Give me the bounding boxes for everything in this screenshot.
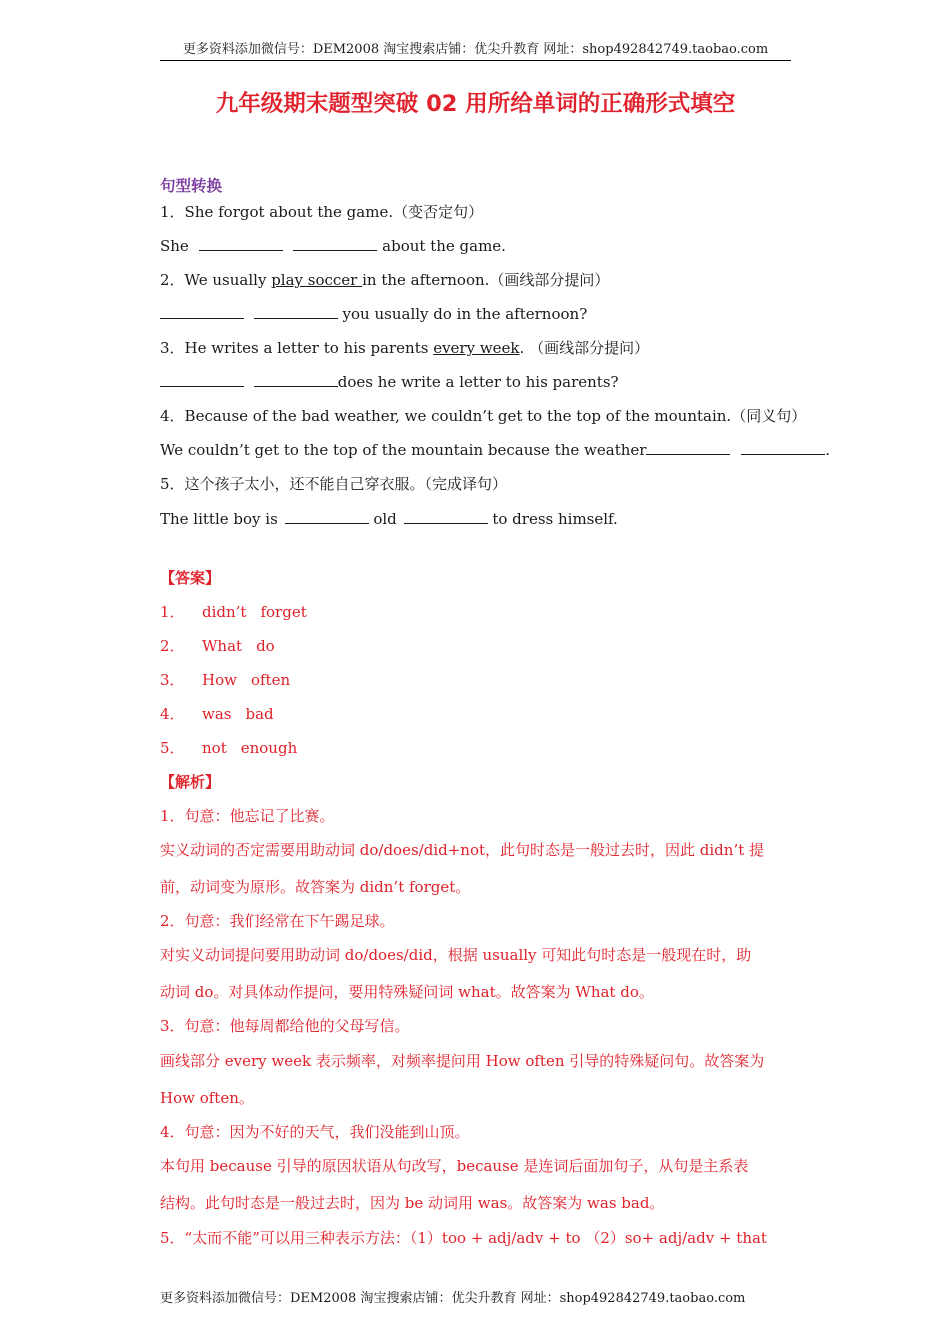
page-header: 更多资料添加微信号：DEM2008 淘宝搜索店铺：优尖升教育 网址：shop492842749.taobao.com — [160, 38, 791, 61]
q5-line-mid: old — [373, 510, 397, 528]
question-2-answer-line — [160, 304, 587, 324]
answer-number: 5． — [160, 739, 185, 757]
question-1-answer-line — [160, 236, 506, 256]
q5-line-start: The little boy is — [160, 510, 278, 528]
question-5-answer-line — [160, 509, 618, 529]
page-footer: 更多资料添加微信号：DEM2008 淘宝搜索店铺：优尖升教育 网址：shop492842749.taobao.com — [160, 1291, 746, 1306]
answer-word: do — [256, 637, 275, 655]
question-4: 4．Because of the bad weather, we couldn’t get to the top of the mountain.（同义句） — [160, 407, 807, 425]
analysis-2-line: 对实义动词提问要用助动词 do/does/did，根据 usually 可知此句时态是一般现在时，助 — [160, 946, 752, 964]
analysis-2-line: 动词 do。对具体动作提问，要用特殊疑问词 what。故答案为 What do。 — [160, 983, 654, 1001]
q2-underlined: play soccer — [271, 271, 363, 289]
answer-word: was — [202, 705, 232, 723]
answer-word: bad — [245, 705, 274, 723]
analysis-3-title: 3．句意：他每周都给他的父母写信。 — [160, 1017, 410, 1035]
answer-item — [160, 602, 307, 622]
blank — [160, 304, 244, 319]
q1-line-end: about the game. — [382, 237, 506, 255]
answer-word: forget — [260, 603, 307, 621]
analysis-2-title: 2．句意：我们经常在下午踢足球。 — [160, 912, 395, 930]
q1-line-start: She — [160, 237, 189, 255]
analysis-4-line: 结构。此句时态是一般过去时，因为 be 动词用 was。故答案为 was bad。 — [160, 1194, 665, 1212]
answer-item — [160, 670, 290, 690]
analysis-3-line: 画线部分 every week 表示频率，对频率提问用 How often 引导的特殊疑问句。故答案为 — [160, 1052, 765, 1070]
blank — [254, 372, 338, 387]
answer-item — [160, 738, 297, 758]
q4-line-end: . — [825, 441, 830, 459]
q2-text-post: in the afternoon.（画线部分提问） — [362, 271, 610, 289]
answer-item — [160, 704, 274, 724]
question-5: 5．这个孩子太小，还不能自己穿衣服。（完成译句） — [160, 475, 508, 493]
q3-line-tail: does he write a letter to his parents? — [337, 373, 619, 391]
q3-underlined: every week — [433, 339, 520, 357]
blank — [160, 372, 244, 387]
question-1: 1．She forgot about the game.（变否定句） — [160, 203, 484, 221]
section-title: 句型转换 — [160, 177, 223, 195]
blank — [646, 440, 730, 455]
q3-text-pre: 3．He writes a letter to his parents — [160, 339, 434, 357]
question-3 — [160, 338, 649, 358]
blank — [293, 236, 377, 251]
blank — [254, 304, 338, 319]
answer-word: not — [202, 739, 227, 757]
analysis-1-line: 前，动词变为原形。故答案为 didn’t forget。 — [160, 878, 471, 896]
analysis-1-line: 实义动词的否定需要用助动词 do/does/did+not，此句时态是一般过去时，因此 didn’t 提 — [160, 841, 765, 859]
answer-word: often — [250, 671, 291, 689]
question-3-answer-line — [160, 372, 619, 392]
q5-line-end: to dress himself. — [492, 510, 618, 528]
answer-number: 4． — [160, 705, 185, 723]
blank — [285, 509, 369, 524]
q3-text-post: . （画线部分提问） — [519, 339, 650, 357]
analysis-4-line: 本句用 because 引导的原因状语从句改写，because 是连词后面加句子，从句是主系表 — [160, 1157, 749, 1175]
q4-line-pre: We couldn’t get to the top of the mountain because the weather — [160, 441, 647, 459]
answer-item — [160, 636, 275, 656]
analysis-5-title: 5．“太而不能”可以用三种表示方法：（1）too + adj/adv + to （2）so+ adj/adv + that — [160, 1229, 767, 1247]
analysis-heading: 【解析】 — [160, 773, 221, 791]
page-title: 九年级期末题型突破 02 用所给单词的正确形式填空 — [215, 91, 736, 117]
question-2 — [160, 270, 609, 290]
blank — [404, 509, 488, 524]
answer-word: What — [202, 637, 243, 655]
analysis-4-title: 4．句意：因为不好的天气，我们没能到山顶。 — [160, 1123, 470, 1141]
answer-word: How — [202, 671, 237, 689]
analysis-3-line: How often。 — [160, 1089, 254, 1107]
question-4-answer-line — [160, 440, 830, 460]
blank — [741, 440, 825, 455]
q2-text-pre: 2．We usually — [160, 271, 272, 289]
blank — [199, 236, 283, 251]
answer-word: didn’t — [202, 603, 247, 621]
analysis-1-title: 1．句意：他忘记了比赛。 — [160, 807, 335, 825]
answer-number: 1． — [160, 603, 185, 621]
answer-word: enough — [240, 739, 298, 757]
answer-heading: 【答案】 — [160, 569, 221, 587]
answer-number: 2． — [160, 637, 185, 655]
q2-line-tail: you usually do in the afternoon? — [337, 305, 588, 323]
answer-number: 3． — [160, 671, 185, 689]
